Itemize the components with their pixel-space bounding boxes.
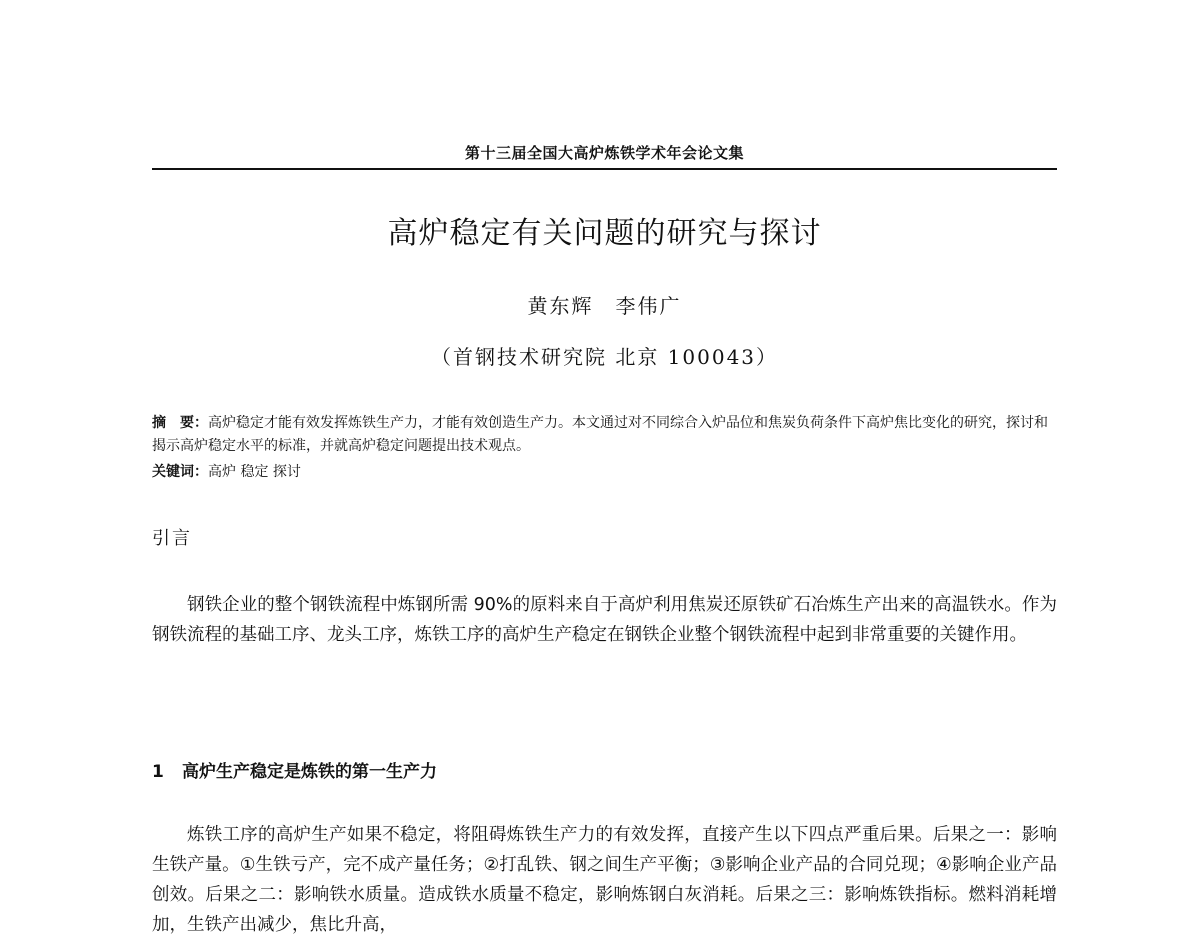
- keywords: [152, 461, 1057, 484]
- section-1-paragraph: 炼铁工序的高炉生产如果不稳定，将阻碍炼铁生产力的有效发挥，直接产生以下四点严重后果。后果之一：影响生铁产量。①生铁亏产，完不成产量任务；②打乱铁、钢之间生产平衡；③影响企业产品的合同兑现；④影响企业产品创效。后果之二：影响铁水质量。造成铁水质量不稳定，影响炼钢白灰消耗。后果之三：影响炼铁指标。燃料消耗增加，生铁产出减少，焦比升高，: [152, 825, 1057, 935]
- abstract-label: 摘 要：: [152, 415, 208, 431]
- intro-heading: 引言: [152, 528, 192, 549]
- article-authors: 黄东辉 李伟广: [527, 294, 682, 318]
- article-title: 高炉稳定有关问题的研究与探讨: [387, 216, 822, 251]
- section-1-heading: [152, 757, 437, 782]
- abstract-text: 高炉稳定才能有效发挥炼铁生产力，才能有效创造生产力。本文通过对不同综合入炉品位和焦炭负荷条件下高炉焦比变化的研究，探讨和揭示高炉稳定水平的标准，并就高炉稳定问题提出技术观点。: [152, 415, 1048, 454]
- intro-paragraph: 钢铁企业的整个钢铁流程中炼钢所需 90%的原料来自于高炉利用焦炭还原铁矿石冶炼生产出来的高温铁水。作为钢铁流程的基础工序、龙头工序，炼铁工序的高炉生产稳定在钢铁企业整个钢铁流程中起到非常重要的关键作用。: [152, 595, 1057, 645]
- article-affiliation: （首钢技术研究院 北京 100043）: [430, 345, 779, 369]
- section-1-number: 1: [152, 762, 164, 782]
- abstract: [152, 412, 1057, 458]
- keywords-text: 高炉 稳定 探讨: [208, 464, 301, 480]
- header-rule: [152, 168, 1057, 170]
- section-1-title: 高炉生产稳定是炼铁的第一生产力: [182, 762, 437, 782]
- keywords-label: 关键词：: [152, 464, 208, 480]
- running-header: 第十三届全国大高炉炼铁学术年会论文集: [464, 144, 744, 162]
